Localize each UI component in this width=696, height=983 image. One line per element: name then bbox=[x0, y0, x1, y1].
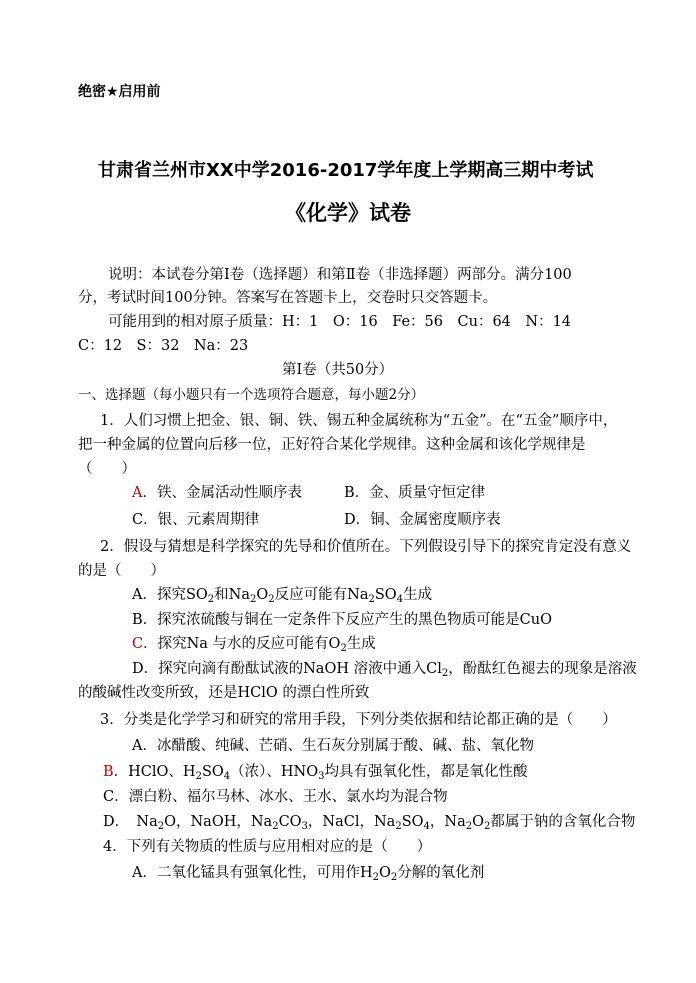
q1-option-b: B．金、质量守恒定律 bbox=[344, 485, 486, 501]
q1-stem-line-1: 1．人们习惯上把金、银、铜、铁、锡五种金属统称为“五金”。在“五金”顺序中， bbox=[100, 413, 618, 429]
section-heading: 第Ⅰ卷（共50分） bbox=[282, 362, 394, 378]
q1-answer-paren: （ ） bbox=[78, 461, 136, 477]
answer-mark: C bbox=[132, 636, 144, 652]
q1-option-c: C．银、元素周期律 bbox=[132, 512, 260, 528]
q3-option-a: A．冰醋酸、纯碱、芒硝、生石灰分别属于酸、碱、盐、氧化物 bbox=[132, 738, 534, 754]
subject-title: 《化学》试卷 bbox=[285, 200, 411, 225]
secret-label: 绝密★启用前 bbox=[78, 84, 161, 100]
q1-option-d: D．铜、金属密度顺序表 bbox=[344, 512, 501, 528]
q2-stem-line-2: 的是（ ） bbox=[78, 563, 165, 579]
part-heading: 一、选择题（每小题只有一个选项符合题意，每小题2分） bbox=[78, 387, 425, 403]
instructions-line-1: 说明：本试卷分第Ⅰ卷（选择题）和第Ⅱ卷（非选择题）两部分。满分100 bbox=[108, 267, 572, 283]
q2-option-d-line-1: D．探究向滴有酚酞试液的NaOH 溶液中通入$Cl_2$，酚酞红色褪去的现象是溶液 bbox=[132, 661, 637, 679]
atomic-masses-line-1: 可能用到的相对原子质量：H：1 O：16 Fe：56 Cu：64 N：14 bbox=[108, 314, 572, 330]
answer-mark: A bbox=[132, 485, 143, 501]
q3-stem: 3．分类是化学学习和研究的常用手段，下列分类依据和结论都正确的是（ ） bbox=[100, 712, 617, 728]
answer-mark: B bbox=[103, 764, 114, 780]
instructions-line-2: 分，考试时间100分钟。答案写在答题卡上，交卷时只交答题卡。 bbox=[78, 290, 498, 306]
q1-option-a: A．铁、金属活动性顺序表 bbox=[132, 485, 302, 501]
q3-option-b: B．HClO、$H_2SO_4$（浓）、$HNO_3$均具有强氧化性，都是氧化性酸 bbox=[103, 764, 528, 782]
q3-option-c: C．漂白粉、福尔马林、冰水、王水、氯水均为混合物 bbox=[103, 789, 448, 805]
atomic-masses-line-2: C：12 S：32 Na：23 bbox=[78, 338, 249, 354]
exam-title: 甘肃省兰州市XX中学2016-2017学年度上学期高三期中考试 bbox=[98, 160, 594, 181]
q2-stem-line-1: 2．假设与猜想是科学探究的先导和价值所在。下列假设引导下的探究肯定没有意义 bbox=[100, 539, 632, 555]
q4-stem: 4．下列有关物质的性质与应用相对应的是（ ） bbox=[103, 839, 432, 855]
q2-option-c: C．探究Na 与水的反应可能有$O_2$生成 bbox=[132, 636, 376, 654]
q4-option-a: A．二氧化锰具有强氧化性，可用作$H_2O_2$分解的氧化剂 bbox=[132, 865, 485, 883]
q3-option-d: D． $Na_2O$，NaOH，$Na_2CO_3$，NaCl，$Na_2SO_4$，$Na_2O_2$都属于钠的含氧化合物 bbox=[103, 814, 636, 832]
q1-stem-line-2: 把一种金属的位置向后移一位，正好符合某化学规律。这种金属和该化学规律是 bbox=[78, 437, 586, 453]
q2-option-d-line-2: 的酸碱性改变所致，还是HClO 的漂白性所致 bbox=[78, 685, 370, 701]
q2-option-a: A．探究$SO_2$和$Na_2O_2$反应可能有$Na_2SO_4$生成 bbox=[132, 587, 433, 605]
q2-option-b: B．探究浓硫酸与铜在一定条件下反应产生的黑色物质可能是CuO bbox=[132, 612, 552, 628]
